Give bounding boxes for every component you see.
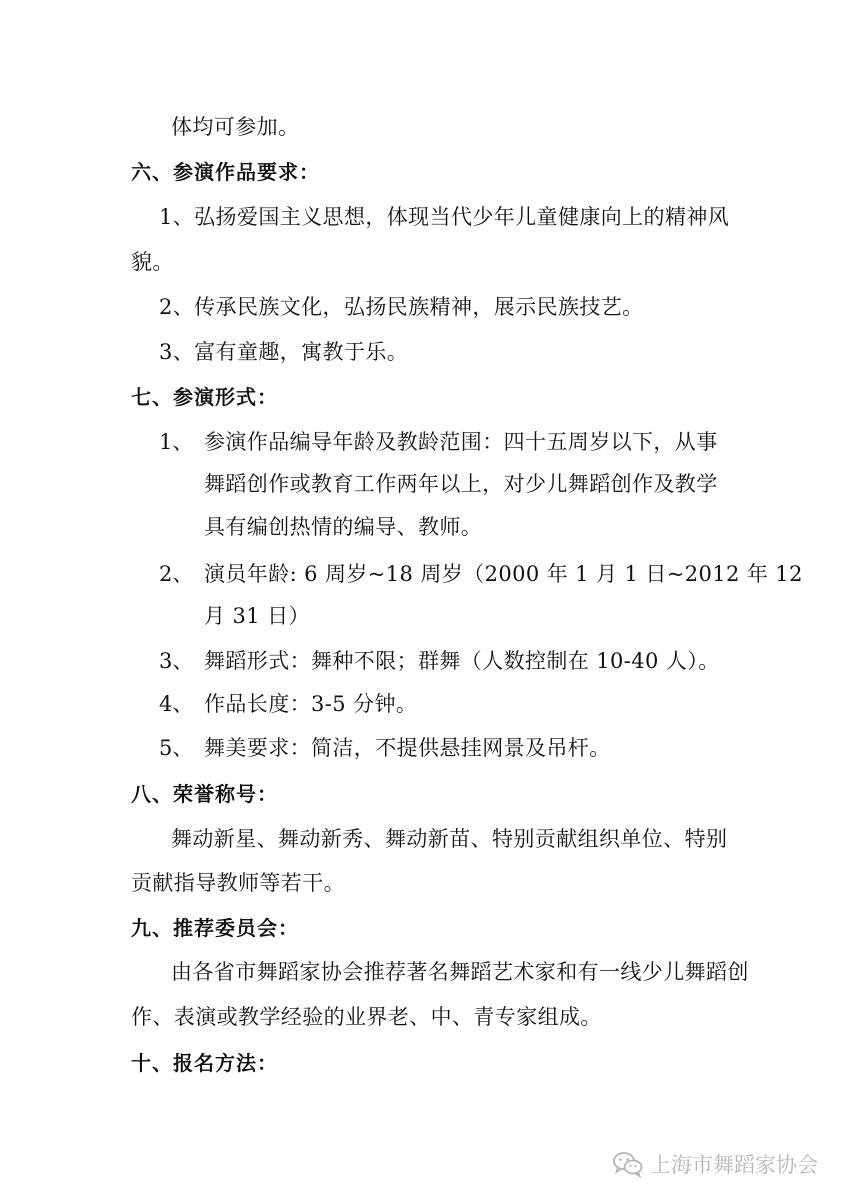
section-7-heading: 七、参演形式： bbox=[131, 385, 278, 409]
s6-item-1-line-1: 1、弘扬爱国主义思想，体现当代少年儿童健康向上的精神风 bbox=[159, 205, 730, 229]
s8-paragraph-line-1: 舞动新星、舞动新秀、舞动新苗、特别贡献组织单位、特别 bbox=[171, 827, 728, 851]
s9-paragraph-line-2: 作、表演或教学经验的业界老、中、青专家组成。 bbox=[131, 1005, 602, 1029]
s7-item-3-number: 3、 bbox=[159, 649, 194, 673]
s7-item-1-line-3: 具有编创热情的编导、教师。 bbox=[204, 515, 483, 539]
s9-paragraph-line-1: 由各省市舞蹈家协会推荐著名舞蹈艺术家和有一线少儿舞蹈创 bbox=[171, 960, 749, 984]
s7-item-5: 舞美要求：简洁，不提供悬挂网景及吊杆。 bbox=[204, 736, 611, 760]
watermark-text: 上海市舞蹈家协会 bbox=[650, 1153, 818, 1177]
s7-item-2-number: 2、 bbox=[159, 562, 194, 586]
s6-item-1-line-2: 貌。 bbox=[131, 250, 174, 274]
section-9-heading: 九、推荐委员会： bbox=[131, 916, 299, 940]
s7-item-4: 作品长度：3-5 分钟。 bbox=[204, 692, 418, 716]
s7-item-1-number: 1、 bbox=[159, 430, 194, 454]
s7-item-4-number: 4、 bbox=[159, 692, 194, 716]
s7-item-2-line-2: 月 31 日） bbox=[204, 604, 310, 628]
intro-tail-text: 体均可参加。 bbox=[171, 115, 300, 139]
s8-paragraph-line-2: 贡献指导教师等若干。 bbox=[131, 871, 345, 895]
section-10-heading: 十、报名方法： bbox=[131, 1051, 278, 1075]
s7-item-3: 舞蹈形式：舞种不限；群舞（人数控制在 10-40 人）。 bbox=[204, 649, 720, 673]
s7-item-2-line-1: 演员年龄: 6 周岁~18 周岁（2000 年 1 月 1 日~2012 年 12 bbox=[204, 562, 803, 586]
s6-item-2: 2、传承民族文化，弘扬民族精神，展示民族技艺。 bbox=[159, 295, 644, 319]
section-6-heading: 六、参演作品要求： bbox=[131, 160, 320, 184]
watermark bbox=[612, 1147, 818, 1181]
s7-item-1-line-1: 参演作品编导年龄及教龄范围：四十五周岁以下，从事 bbox=[204, 430, 718, 454]
s7-item-1-line-2: 舞蹈创作或教育工作两年以上，对少儿舞蹈创作及教学 bbox=[204, 472, 718, 496]
s7-item-5-number: 5、 bbox=[159, 736, 194, 760]
section-8-heading: 八、荣誉称号： bbox=[131, 782, 278, 806]
wechat-icon bbox=[612, 1150, 644, 1178]
s6-item-3: 3、富有童趣，寓教于乐。 bbox=[159, 340, 409, 364]
